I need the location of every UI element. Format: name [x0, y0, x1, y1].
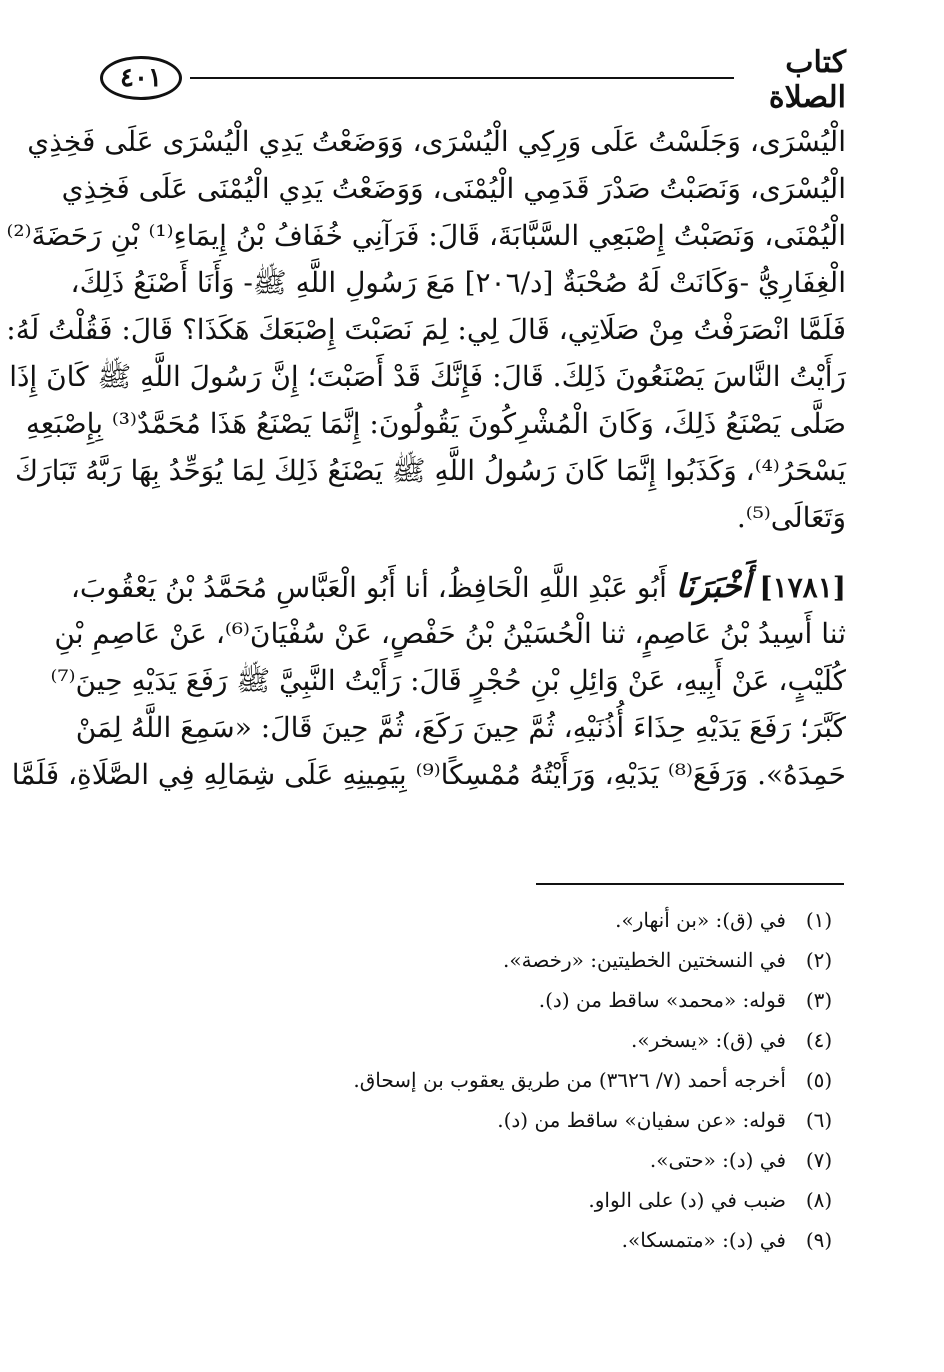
text-line: وَتَعَالَى⁽⁵⁾. — [736, 501, 846, 534]
footnote-number: (٤) — [805, 1028, 833, 1052]
footnote-number: (٢) — [805, 948, 833, 972]
hadith-first-line — [70, 563, 846, 610]
footnote-text: قوله: «محمد» ساقط من (د). — [538, 988, 786, 1012]
footnote-text: قوله: «عن سفيان» ساقط من (د). — [497, 1108, 786, 1132]
footnote-text: في (ق): «بن أنهار». — [615, 908, 786, 932]
footnote-number: (٩) — [805, 1228, 833, 1252]
footnote — [300, 1220, 836, 1260]
footnote-text: في (د): «حتى». — [649, 1148, 786, 1172]
footnotes — [300, 900, 836, 1260]
footnote — [300, 980, 836, 1020]
text-line: فَلَمَّا انْصَرَفْتُ مِنْ صَلَاتِي، قَالَ لِي: لِمَ نَصَبْتَ إِصْبَعَكَ هَكَذَا؟ قَالَ: فَقُلْتُ لَهُ: — [6, 313, 846, 346]
footnote — [300, 1060, 836, 1100]
hadith-lead-word: أَخْبَرَنَا — [675, 567, 751, 605]
footnote-number: (٨) — [805, 1188, 833, 1212]
footnote-text: أخرجه أحمد (٧/ ٣٦٢٦) من طريق يعقوب بن إسحاق. — [353, 1068, 786, 1092]
text-line: ثنا أَسِيدُ بْنُ عَاصِمٍ، ثنا الْحُسَيْنُ بْنُ حَفْصٍ، عَنْ سُفْيَانَ⁽⁶⁾، عَنْ عَاصِمِ بْنِ — [54, 617, 846, 650]
text-line: الْيُمْنَى، وَنَصَبْتُ إِصْبَعِي السَّبَّابَةَ، قَالَ: فَرَآنِي خُفَافُ بْنُ إِيمَاءِ⁽¹⁾ بْنِ رَحَضَةَ⁽²⁾ — [6, 219, 846, 252]
text-line: كُلَيْبٍ، عَنْ أَبِيهِ، عَنْ وَائِلِ بْنِ حُجْرٍ قَالَ: رَأَيْتُ النَّبِيَّ ﷺ رَفَعَ يَدَيْهِ حِينَ⁽⁷⁾ — [50, 664, 846, 697]
text-line: صَلَّى يَصْنَعُ ذَلِكَ، وَكَانَ الْمُشْرِكُونَ يَقُولُونَ: إِنَّمَا يَصْنَعُ هَذَا مُحَمَّدٌ⁽³⁾ بِإِصْبَعِهِ — [25, 407, 846, 440]
page-number: ٤٠١ — [120, 63, 162, 93]
book-title: كتاب الصلاة — [768, 45, 846, 115]
footnote-text: في النسختين الخطيتين: «رخصة». — [503, 948, 786, 972]
hadith-number: [١٧٨١] — [759, 571, 846, 604]
text-line: حَمِدَهُ». وَرَفَعَ⁽⁸⁾ يَدَيْهِ، وَرَأَيْتُهُ مُمْسِكًا⁽⁹⁾ بِيَمِينِهِ عَلَى شِمَالِهِ فِي الصَّلَاةِ، فَلَمَّا — [11, 758, 846, 791]
footnote-number: (٦) — [805, 1108, 833, 1132]
footnote-separator — [536, 883, 844, 885]
footnote — [300, 1100, 836, 1140]
footnote — [300, 1020, 836, 1060]
footnote-number: (٥) — [805, 1068, 833, 1092]
paragraph-gap — [102, 541, 846, 563]
footnote-number: (٣) — [805, 988, 833, 1012]
footnote — [300, 900, 836, 940]
main-text — [6, 118, 846, 798]
footnote-text: ضبب في (د) على الواو. — [588, 1188, 786, 1212]
footnote — [300, 940, 836, 980]
text-line: كَبَّرَ؛ رَفَعَ يَدَيْهِ حِذَاءَ أُذُنَيْهِ، ثُمَّ حِينَ رَكَعَ، ثُمَّ حِينَ قَالَ: «سَمِعَ اللَّهُ لِمَنْ — [75, 711, 846, 744]
page-number-badge — [100, 56, 182, 100]
text-line: الْيُسْرَى، وَجَلَسْتُ عَلَى وَرِكِي الْيُسْرَى، وَوَضَعْتُ يَدِي الْيُسْرَى عَلَى فَخِذِي — [27, 125, 846, 158]
footnote — [300, 1180, 836, 1220]
footnote-number: (٧) — [805, 1148, 833, 1172]
footnote-text: في (د): «متمسكا». — [621, 1228, 786, 1252]
footnote — [300, 1140, 836, 1180]
text-line: الْيُسْرَى، وَنَصَبْتُ صَدْرَ قَدَمِي الْيُمْنَى، وَوَضَعْتُ يَدِي الْيُمْنَى عَلَى فَخِذِي — [61, 172, 846, 205]
text-line: يَسْحَرُ⁽⁴⁾، وَكَذَبُوا إِنَّمَا كَانَ رَسُولُ اللَّهِ ﷺ يَصْنَعُ ذَلِكَ لِمَا يُوَحِّدُ بِهَا رَبَّهُ تَبَارَكَ — [15, 454, 846, 487]
footnote-number: (١) — [805, 908, 833, 932]
header-rule — [190, 77, 734, 79]
footnote-text: في (ق): «يسخر». — [631, 1028, 786, 1052]
text-line: رَأَيْتُ النَّاسَ يَصْنَعُونَ ذَلِكَ. قَالَ: فَإِنَّكَ قَدْ أَصَبْتَ؛ إِنَّ رَسُولَ اللَّهِ ﷺ كَانَ إِذَا — [9, 360, 846, 393]
hadith-first-line-text: أَبُو عَبْدِ اللَّهِ الْحَافِظُ، أنا أَبُو الْعَبَّاسِ مُحَمَّدُ بْنُ يَعْقُوبَ، — [70, 571, 667, 604]
text-line: الْغِفَارِيُّ -وَكَانَتْ لَهُ صُحْبَةٌ [د/٢٠٦] مَعَ رَسُولِ اللَّهِ ﷺ- وَأَنَا أَصْنَعُ ذَلِكَ، — [70, 266, 846, 299]
page-header — [100, 45, 846, 115]
